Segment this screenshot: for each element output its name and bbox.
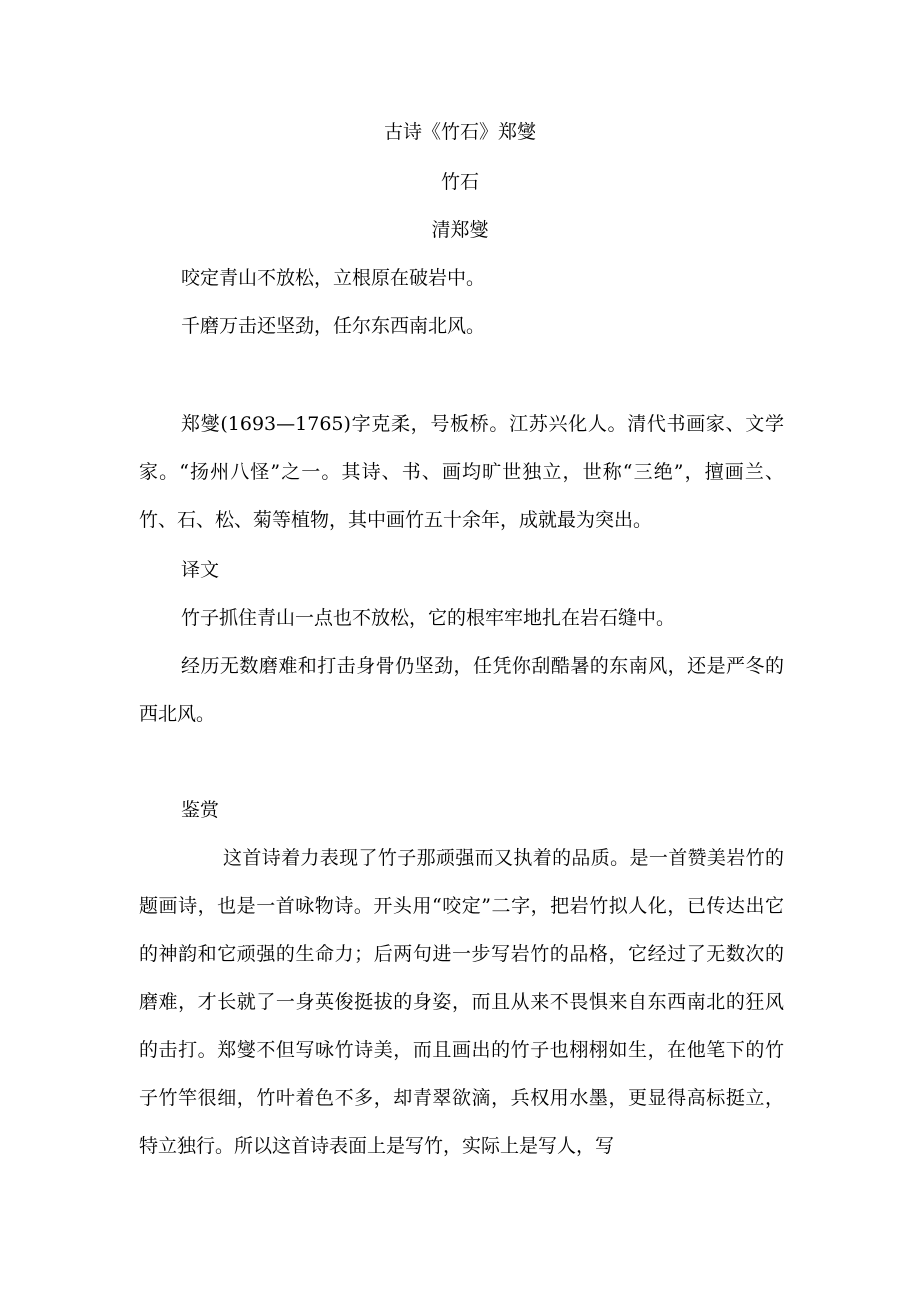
appreciation-heading: 鉴赏 (181, 799, 220, 821)
poem-line-2: 千磨万击还坚劲，任尔东西南北风。 (181, 315, 486, 337)
poem-author: 清郑燮 (431, 219, 489, 241)
translation-heading: 译文 (181, 559, 220, 581)
poem-name: 竹石 (440, 171, 479, 193)
author-bio-paragraph: 郑燮(1693—1765)字克柔，号板桥。江苏兴化人。清代书画家、文学家。“扬州八怪”之一。其诗、书、画均旷世独立，世称“三绝”，擅画兰、竹、石、松、菊等植物，其中画竹五十余年，成就最为突出。 (139, 413, 784, 531)
appreciation-paragraph: 这首诗着力表现了竹子那顽强而又执着的品质。是一首赞美岩竹的题画诗，也是一首咏物诗。开头用“咬定”二字，把岩竹拟人化，已传达出它的神韵和它顽强的生命力；后两句进一步写岩竹的品格，它经过了无数次的磨难，才长就了一身英俊挺拔的身姿，而且从来不畏惧来自东西南北的狂风的击打。郑燮不但写咏竹诗美，而且画出的竹子也栩栩如生，在他笔下的竹子竹竿很细，竹叶着色不多，却青翠欲滴，兵权用水墨，更显得高标挺立，特立独行。所以这首诗表面上是写竹，实际上是写人，写 (139, 847, 784, 1157)
document-title: 古诗《竹石》郑燮 (383, 121, 536, 143)
poem-line-1: 咬定青山不放松，立根原在破岩中。 (181, 267, 486, 289)
translation-line-1: 竹子抓住青山一点也不放松，它的根牢牢地扎在岩石缝中。 (181, 607, 676, 629)
translation-line-2: 经历无数磨难和打击身骨仍坚劲，任凭你刮酷暑的东南风，还是严冬的西北风。 (139, 655, 784, 725)
